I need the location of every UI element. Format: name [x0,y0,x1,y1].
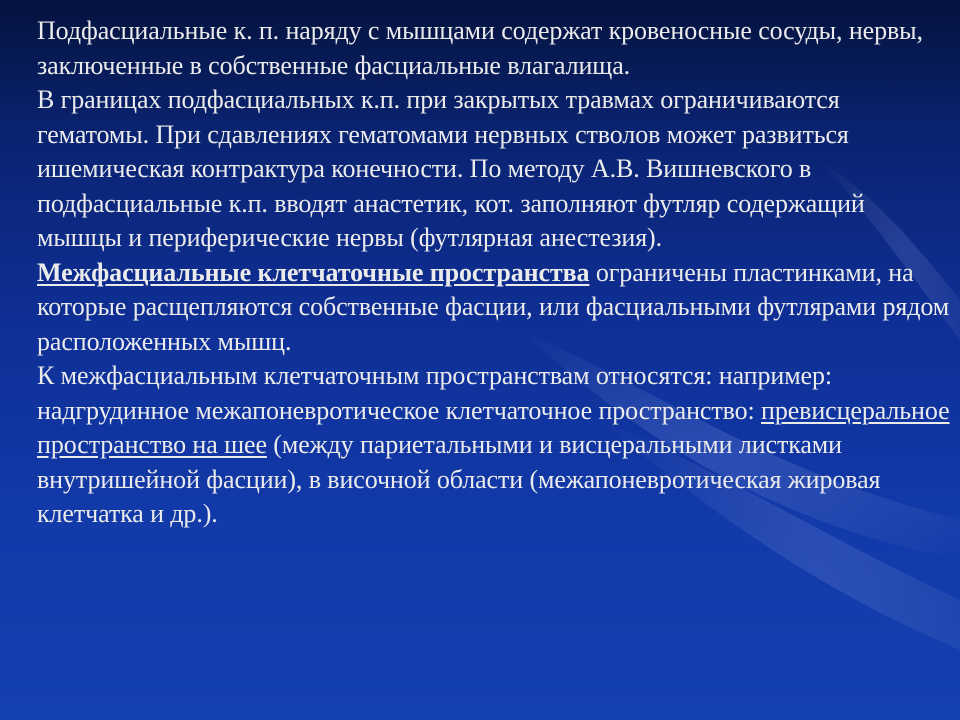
paragraph-3 [37,256,952,360]
paragraph-4 [37,359,952,532]
term-previsceral-space: превисцеральное пространство на шее [37,395,950,459]
paragraph-3-text: ограничены пластинками, на которые расщепляются собственные фасции, или фасциальными футлярами рядом расположенных мышц. [37,257,950,356]
paragraph-4-text-after: (между париетальными и висцеральными листками внутришейной фасции), в височной области (межапоневротическая жировая клетчатка и др.). [37,430,881,528]
paragraph-1-text: Подфасциальные к. п. наряду с мышцами содержат кровеносные сосуды, нервы, заключенные в собственные фасциальные влагалища. [37,16,923,80]
term-interfascial-spaces: Межфасциальные клетчаточные пространства [37,257,590,287]
paragraph-2-text: В границах подфасциальных к.п. при закрытых травмах ограничиваются гематомы. При сдавлениях гематомами нервных стволов может развиться ишемическая контрактура конечности. По методу А.В. Вишневского в подфасциальные к.п. вводят анастетик, кот. заполняют футляр содержащий мышцы и периферические нервы (футлярная анестезия). [37,85,865,252]
slide-body-text [37,14,952,532]
paragraph-4-text-before: К межфасциальным клетчаточным пространствам относятся: например: надгрудинное межапоневротическое клетчаточное пространство: [37,361,833,425]
paragraph-2 [37,83,952,256]
paragraph-1 [37,14,952,83]
